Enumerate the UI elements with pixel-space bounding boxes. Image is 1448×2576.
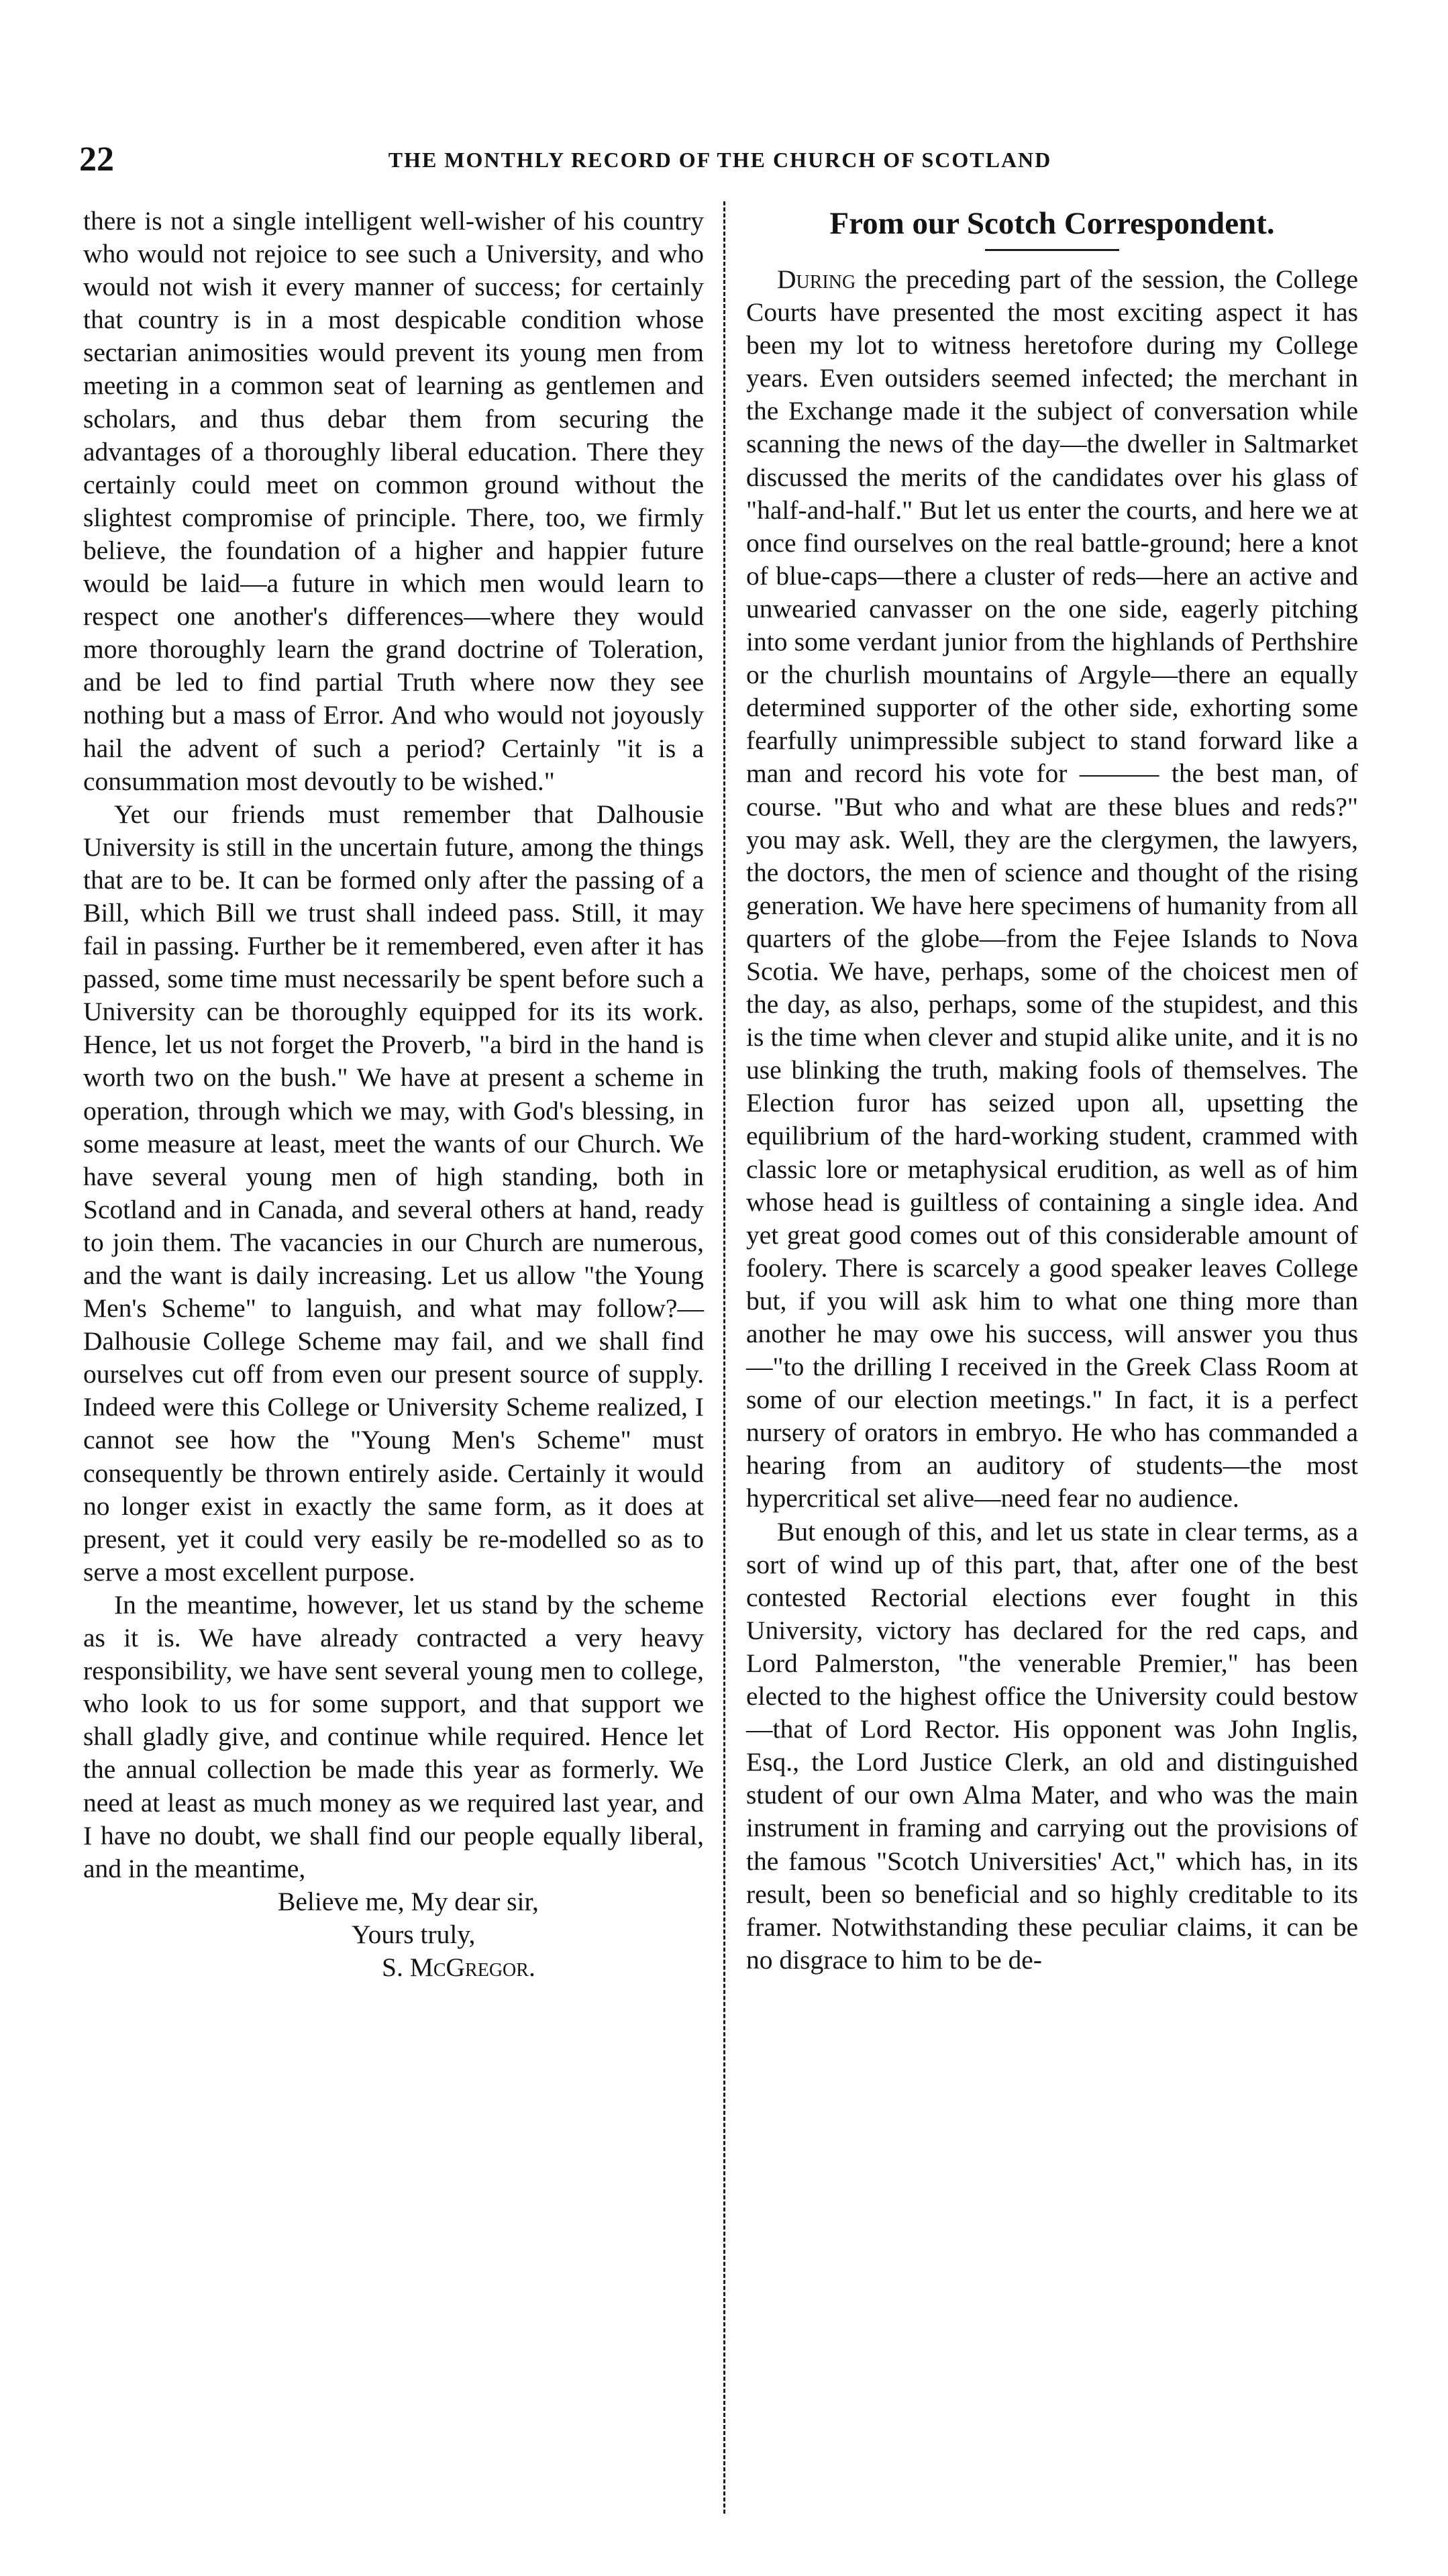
letter-salutation: Believe me, My dear sir, — [278, 1886, 539, 1916]
column-divider — [723, 201, 725, 2514]
left-paragraph-3: In the meantime, however, let us stand by the scheme as it is. We have already contracted a very heavy responsibility, we have sent several young men to college, who look to us for some support, and that support we shall gladly give, and continue while required. Hence let the annual collection be made this year as formerly. We need at least as much money as we required last year, and I have no doubt, we shall find our people equally liberal, and in the meantime, — [83, 1589, 704, 1883]
left-column — [83, 205, 704, 1984]
right-paragraph-2: But enough of this, and let us state in clear terms, as a sort of wind up of this part, that, after one of the best contested Rectorial elections ever fought in this University, victory has declared for the red caps, and Lord Palmerston, "the venerable Premier," has been elected to the highest office the University could bestow—that of Lord Rector. His opponent was John Inglis, Esq., the Lord Justice Clerk, an old and distinguished student of our own Alma Mater, and who was the main instrument in framing and carrying out the provisions of the famous "Scotch Universities' Act," which has, in its result, been so beneficial and so highly creditable to its framer. Notwithstanding these peculiar claims, it can be no disgrace to him to be de- — [746, 1516, 1358, 1975]
right-column — [746, 205, 1358, 1977]
page-number: 22 — [79, 140, 114, 179]
title-rule — [985, 249, 1119, 251]
left-paragraph-2: Yet our friends must remember that Dalhousie University is still in the uncertain future, among the things that are to be. It can be formed only after the passing of a Bill, which Bill we trust shall indeed pass. Still, it may fail in passing. Further be it remembered, even after it has passed, some time must necessarily be spent before such a University can be thoroughly equipped for its its work. Hence, let us not forget the Proverb, "a bird in the hand is worth two on the bush." We have at present a scheme in operation, through which we may, with God's blessing, in some measure at least, meet the wants of our Church. We have several young men of high standing, both in Scotland and in Canada, and several others at hand, ready to join them. The vacancies in our Church are numerous, and the want is daily increasing. Let us allow "the Young Men's Scheme" to languish, and what may follow?—Dalhousie College Scheme may fail, and we shall find ourselves cut off from even our present source of supply. Indeed were this College or University Scheme realized, I cannot see how the "Young Men's Scheme" must consequently be thrown entirely aside. Certainly it would no longer exist in exactly the same form, as it does at present, yet it could very easily be re-modelled so as to serve a most excellent purpose. — [83, 799, 704, 1587]
letter-valediction: Yours truly, — [352, 1919, 476, 1949]
running-head: THE MONTHLY RECORD OF THE CHURCH OF SCOTLAND — [388, 148, 1052, 172]
article-title: From our Scotch Correspondent. — [829, 206, 1275, 241]
lead-word: During — [777, 264, 856, 294]
letter-signature: S. McGregor. — [382, 1952, 535, 1982]
page-header — [79, 140, 1361, 180]
right-paragraph-1 — [746, 263, 1358, 1516]
left-paragraph-1: there is not a single intelligent well-wisher of his country who would not rejoice to see such a University, and who would not wish it every manner of success; for certainly that country is in a most despicable condition whose sectarian animosities would prevent its young men from meeting in a common seat of learning as gentlemen and scholars, and thus debar them from securing the advantages of a thoroughly liberal education. There they certainly could meet on common ground without the slightest compromise of principle. There, too, we firmly believe, the foundation of a higher and happier future would be laid—a future in which men would learn to respect one another's differences—where they would more thoroughly learn the grand doctrine of Toleration, and be led to find partial Truth where now they see nothing but a mass of Error. And who would not joyously hail the advent of such a period? Certainly "it is a consummation most devoutly to be wished." — [83, 206, 704, 796]
right-paragraph-1-text: the preceding part of the session, the College Courts have presented the most exciting aspect it has been my lot to witness heretofore during my College years. Even outsiders seemed infected; the merchant in the Exchange made it the subject of conversation while scanning the news of the day—the dweller in Saltmarket discussed the merits of the candidates over his glass of "half-and-half." But let us enter the courts, and here we at once find ourselves on the real battle-ground; here a knot of blue-caps—there a cluster of reds—here an active and unwearied canvasser on the one side, eagerly pitching into some verdant junior from the highlands of Perthshire or the churlish mountains of Argyle—there an equally determined supporter of the other side, exhorting some fearfully unimpressible subject to stand forward like a man and record his vote for ——— the best man, of course. "But who and what are these blues and reds?" you may ask. Well, they are the clergymen, the lawyers, the doctors, the men of science and thought of the rising generation. We have here specimens of humanity from all quarters of the globe—from the Fejee Islands to Nova Scotia. We have, perhaps, some of the choicest men of the day, as also, perhaps, some of the stupidest, and this is the time when clever and stupid alike unite, and it is no use blinking the truth, making fools of themselves. The Election furor has seized upon all, upsetting the equilibrium of the hard-working student, crammed with classic lore or metaphysical erudition, as well as of him whose head is guiltless of containing a single idea. And yet great good comes out of this considerable amount of foolery. There is scarcely a good speaker leaves College but, if you will ask him to what one thing more than another he may owe his success, will answer you thus—"to the drilling I received in the Greek Class Room at some of our election meetings." In fact, it is a perfect nursery of orators in embryo. He who has commanded a hearing from an auditory of students—the most hypercritical set alive—need fear no audience. — [746, 264, 1358, 1514]
